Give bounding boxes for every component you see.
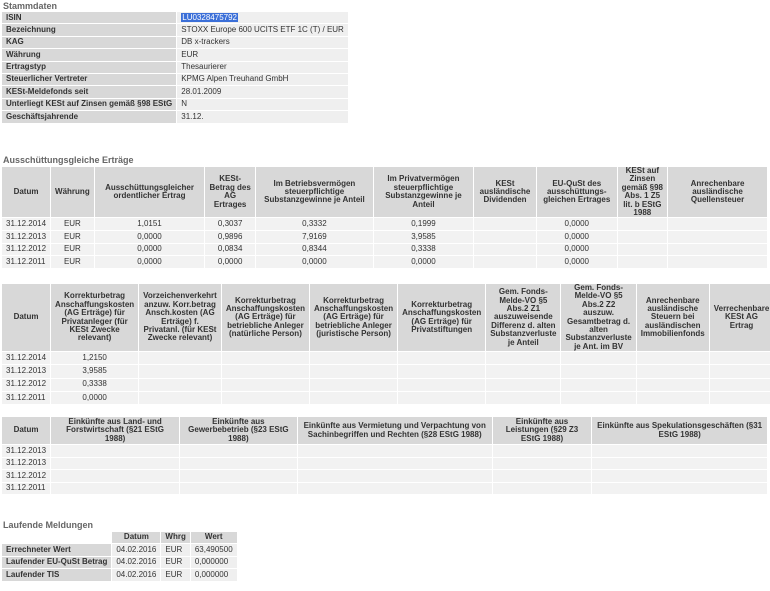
- table-row: [2, 244, 767, 256]
- cell-value: 7,9169: [256, 231, 373, 243]
- cell-value: [298, 458, 492, 470]
- stammdaten-table: [1, 11, 349, 124]
- cell-value: [222, 392, 309, 404]
- table-row: [2, 99, 348, 110]
- row-label: Ertragstyp: [2, 62, 176, 73]
- cell-value: [710, 365, 770, 377]
- cell-value: 0,0000: [537, 256, 617, 268]
- cell-value: [710, 392, 770, 404]
- cell-value: 0,000000: [191, 569, 237, 581]
- cell-value: [561, 365, 635, 377]
- cell-value: [493, 483, 592, 495]
- cell-value: [222, 365, 309, 377]
- cell-value: 3,9585: [51, 365, 138, 377]
- cell-date: 31.12.2013: [2, 445, 50, 457]
- cell-value: [592, 458, 767, 470]
- cell-value: [474, 256, 536, 268]
- table-row: [2, 557, 237, 569]
- cell-date: 31.12.2013: [2, 458, 50, 470]
- cell-value: [618, 256, 668, 268]
- table-row: [2, 24, 348, 35]
- cell-date: 04.02.2016: [112, 557, 160, 569]
- column-header: Datum: [2, 284, 50, 351]
- cell-value: [180, 458, 297, 470]
- cell-currency: EUR: [161, 569, 189, 581]
- table-row: [2, 12, 348, 23]
- cell-value: [486, 379, 560, 391]
- column-header: Einkünfte aus Leistungen (§29 Z3 EStG 1988): [493, 417, 592, 444]
- cell-date: 04.02.2016: [112, 544, 160, 556]
- cell-value: 0,0834: [205, 244, 255, 256]
- column-header: KESt ausländische Dividenden: [474, 167, 536, 217]
- column-header: Datum: [2, 167, 50, 217]
- cell-value: [637, 379, 709, 391]
- table-row: [2, 352, 770, 364]
- column-header: Einkünfte aus Land- und Forstwirtschaft (§21 EStG 1988): [51, 417, 179, 444]
- column-header: Währung: [51, 167, 94, 217]
- table-row: [2, 544, 237, 556]
- row-value: 28.01.2009: [177, 86, 348, 97]
- table-header-row: [2, 167, 767, 217]
- table-row: [2, 569, 237, 581]
- cell-value: [222, 379, 309, 391]
- cell-value: 0,3332: [256, 218, 373, 230]
- cell-value: 0,3037: [205, 218, 255, 230]
- cell-date: 31.12.2011: [2, 483, 50, 495]
- cell-value: [139, 352, 221, 364]
- table-row: [2, 470, 767, 482]
- cell-value: 0,0000: [95, 244, 205, 256]
- cell-value: 0,0000: [374, 256, 473, 268]
- cell-date: 31.12.2011: [2, 256, 50, 268]
- cell-value: [298, 483, 492, 495]
- table-row: [2, 86, 348, 97]
- cell-date: 31.12.2013: [2, 231, 50, 243]
- table-row: [2, 458, 767, 470]
- cell-value: [561, 352, 635, 364]
- cell-value: [637, 352, 709, 364]
- cell-value: 0,0000: [205, 256, 255, 268]
- ausschuettung-title: Ausschüttungsgleiche Erträge: [3, 155, 134, 165]
- table-header-row: [2, 532, 237, 543]
- row-label: Geschäftsjahrende: [2, 111, 176, 122]
- row-label: Errechneter Wert: [2, 544, 111, 556]
- cell-currency: EUR: [51, 256, 94, 268]
- cell-value: [710, 379, 770, 391]
- row-value: Thesaurierer: [177, 62, 348, 73]
- column-header: Einkünfte aus Gewerbebetrieb (§23 EStG 1988): [180, 417, 297, 444]
- row-label: Bezeichnung: [2, 24, 176, 35]
- cell-date: 31.12.2012: [2, 244, 50, 256]
- cell-value: [139, 379, 221, 391]
- table-row: [2, 49, 348, 60]
- cell-value: [51, 445, 179, 457]
- column-header: Datum: [2, 417, 50, 444]
- cell-currency: EUR: [51, 244, 94, 256]
- cell-value: [710, 352, 770, 364]
- cell-value: [298, 445, 492, 457]
- laufend-title: Laufende Meldungen: [3, 520, 93, 530]
- column-header: Datum: [112, 532, 160, 543]
- column-header: Korrekturbetrag Anschaffungskosten (AG Erträge) für betriebliche Anleger (natürliche Person): [222, 284, 309, 351]
- cell-value: [180, 445, 297, 457]
- cell-currency: EUR: [51, 218, 94, 230]
- row-label: Laufender TIS: [2, 569, 111, 581]
- ausschuettung-table: [1, 166, 768, 269]
- cell-value: [51, 470, 179, 482]
- cell-date: 04.02.2016: [112, 569, 160, 581]
- cell-value: [493, 458, 592, 470]
- cell-date: 31.12.2011: [2, 392, 50, 404]
- column-header: Einkünfte aus Spekulationsgeschäften (§31 EStG 1988): [592, 417, 767, 444]
- cell-value: [592, 445, 767, 457]
- cell-value: [561, 392, 635, 404]
- einkuenfte-table: [1, 416, 768, 495]
- column-header: Anrechenbare ausländische Quellensteuer: [668, 167, 767, 217]
- cell-currency: EUR: [51, 231, 94, 243]
- cell-date: 31.12.2012: [2, 470, 50, 482]
- table-row: [2, 62, 348, 73]
- row-value: STOXX Europe 600 UCITS ETF 1C (T) / EUR: [177, 24, 348, 35]
- cell-value: [310, 379, 397, 391]
- table-row: [2, 74, 348, 85]
- column-header: Im Privatvermögen steuerpflichtige Substanzgewinne je Anteil: [374, 167, 473, 217]
- cell-value: 0,1999: [374, 218, 473, 230]
- cell-value: [486, 352, 560, 364]
- cell-value: [474, 231, 536, 243]
- column-header: KESt auf Zinsen gemäß §98 Abs. 1 Z5 lit. b EStG 1988: [618, 167, 668, 217]
- cell-value: [493, 470, 592, 482]
- korrektur-table: [1, 283, 770, 405]
- isin-value-cell: [177, 12, 348, 23]
- stammdaten-title: Stammdaten: [3, 1, 58, 11]
- cell-value: [474, 244, 536, 256]
- row-value: 31.12.: [177, 111, 348, 122]
- cell-value: [668, 218, 767, 230]
- cell-value: [637, 365, 709, 377]
- row-value: N: [177, 99, 348, 110]
- cell-value: 0,0000: [537, 218, 617, 230]
- cell-value: 0,0000: [95, 231, 205, 243]
- cell-value: 0,0000: [537, 244, 617, 256]
- column-header: Gem. Fonds-Melde-VO §5 Abs.2 Z1 auszuweisende Differenz d. alten Substanzverluste je Anteil: [486, 284, 560, 351]
- cell-date: 31.12.2013: [2, 365, 50, 377]
- cell-value: [474, 218, 536, 230]
- column-header: EU-QuSt des ausschüttungs-gleichen Ertrages: [537, 167, 617, 217]
- table-header-row: [2, 417, 767, 444]
- row-label: ISIN: [2, 12, 176, 23]
- table-row: [2, 379, 770, 391]
- row-value: KPMG Alpen Treuhand GmbH: [177, 74, 348, 85]
- cell-value: [310, 392, 397, 404]
- cell-value: [486, 392, 560, 404]
- cell-value: [398, 352, 485, 364]
- row-label: Unterliegt KESt auf Zinsen gemäß §98 EStG: [2, 99, 176, 110]
- table-row: [2, 111, 348, 122]
- cell-value: [668, 244, 767, 256]
- cell-value: [310, 365, 397, 377]
- cell-value: 0,000000: [191, 557, 237, 569]
- cell-value: 0,8344: [256, 244, 373, 256]
- table-row: [2, 365, 770, 377]
- cell-value: 1,0151: [95, 218, 205, 230]
- cell-value: [637, 392, 709, 404]
- column-header: Einkünfte aus Vermietung und Verpachtung von Sachinbegriffen und Rechten (§28 EStG 1988): [298, 417, 492, 444]
- cell-value: 0,3338: [374, 244, 473, 256]
- cell-value: [398, 392, 485, 404]
- table-row: [2, 392, 770, 404]
- cell-value: 63,490500: [191, 544, 237, 556]
- laufend-table: [1, 531, 238, 582]
- cell-value: [486, 365, 560, 377]
- table-header-row: [2, 284, 770, 351]
- table-row: [2, 483, 767, 495]
- column-header: Korrekturbetrag Anschaffungskosten (AG Erträge) für Privatanleger (für KESt Zwecke relevant): [51, 284, 138, 351]
- cell-value: [310, 352, 397, 364]
- row-label: KAG: [2, 37, 176, 48]
- cell-value: [493, 445, 592, 457]
- cell-value: [51, 458, 179, 470]
- cell-value: 0,0000: [51, 392, 138, 404]
- row-label: KESt-Meldefonds seit: [2, 86, 176, 97]
- column-header: Vorzeichenverkehrt anzuw. Korr.betrag Ansch.kosten (AG Erträge) f. Privatanl. (für KESt Zwecke relevant): [139, 284, 221, 351]
- cell-value: [398, 379, 485, 391]
- column-header: Korrekturbetrag Anschaffungskosten (AG Erträge) für betriebliche Anleger (juristische Person): [310, 284, 397, 351]
- table-row: [2, 37, 348, 48]
- cell-value: [618, 218, 668, 230]
- cell-value: [180, 470, 297, 482]
- cell-value: [592, 470, 767, 482]
- cell-value: [139, 392, 221, 404]
- cell-value: 0,0000: [256, 256, 373, 268]
- table-row: [2, 231, 767, 243]
- cell-value: [668, 256, 767, 268]
- column-header: Wert: [191, 532, 237, 543]
- row-label: Währung: [2, 49, 176, 60]
- cell-value: [618, 244, 668, 256]
- column-header: Im Betriebsvermögen steuerpflichtige Substanzgewinne je Anteil: [256, 167, 373, 217]
- cell-value: [592, 483, 767, 495]
- cell-value: [222, 352, 309, 364]
- row-value: DB x-trackers: [177, 37, 348, 48]
- cell-value: [668, 231, 767, 243]
- cell-value: 0,0000: [537, 231, 617, 243]
- cell-currency: EUR: [161, 544, 189, 556]
- cell-value: [561, 379, 635, 391]
- isin-value[interactable]: LU0328475792: [182, 12, 237, 22]
- row-label: Steuerlicher Vertreter: [2, 74, 176, 85]
- cell-date: 31.12.2014: [2, 352, 50, 364]
- cell-value: [51, 483, 179, 495]
- row-value: EUR: [177, 49, 348, 60]
- table-row: [2, 218, 767, 230]
- cell-date: 31.12.2012: [2, 379, 50, 391]
- cell-value: [618, 231, 668, 243]
- cell-value: [398, 365, 485, 377]
- cell-value: 0,3338: [51, 379, 138, 391]
- column-header: Gem. Fonds-Melde-VO §5 Abs.2 Z2 auszuw. Gesamtbetrag d. alten Substanzverluste je Ant. im BV: [561, 284, 635, 351]
- column-header: Verrechenbare KESt AG Ertrag: [710, 284, 770, 351]
- column-header: KESt-Betrag des AG Ertrages: [205, 167, 255, 217]
- cell-value: 3,9585: [374, 231, 473, 243]
- cell-date: 31.12.2014: [2, 218, 50, 230]
- column-header: Korrekturbetrag Anschaffungskosten (AG Erträge) für Privatstiftungen: [398, 284, 485, 351]
- cell-value: 1,2150: [51, 352, 138, 364]
- cell-value: [298, 470, 492, 482]
- cell-value: 0,0000: [95, 256, 205, 268]
- row-label: Laufender EU-QuSt Betrag: [2, 557, 111, 569]
- cell-currency: EUR: [161, 557, 189, 569]
- cell-value: [180, 483, 297, 495]
- cell-value: [139, 365, 221, 377]
- cell-value: 0,9896: [205, 231, 255, 243]
- column-header: Anrechenbare ausländische Steuern bei ausländischen Immobilienfonds: [637, 284, 709, 351]
- column-header: Whrg: [161, 532, 189, 543]
- column-header: [2, 532, 111, 543]
- table-row: [2, 445, 767, 457]
- column-header: Ausschüttungsgleicher ordentlicher Ertrag: [95, 167, 205, 217]
- table-row: [2, 256, 767, 268]
